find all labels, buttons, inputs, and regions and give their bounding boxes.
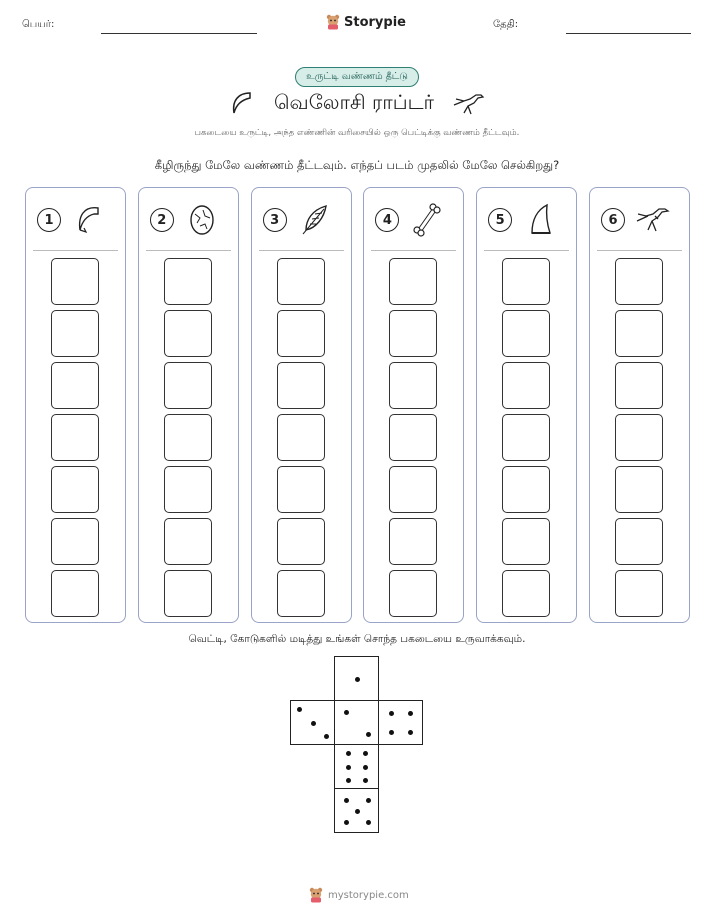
dice-face-4 (378, 700, 423, 745)
color-box[interactable] (51, 362, 99, 409)
dice-face-1 (334, 656, 379, 701)
dice-pip (346, 751, 351, 756)
color-box[interactable] (502, 570, 550, 617)
dice-face-6 (334, 744, 379, 789)
color-box[interactable] (277, 362, 325, 409)
color-box[interactable] (502, 466, 550, 513)
color-box[interactable] (389, 310, 437, 357)
dice-pip (324, 734, 329, 739)
footer-url[interactable]: mystorypie.com (328, 889, 409, 901)
dice-pip (355, 677, 360, 682)
claw-icon (228, 89, 256, 117)
color-box[interactable] (615, 362, 663, 409)
color-box[interactable] (164, 466, 212, 513)
color-box[interactable] (389, 258, 437, 305)
dice-pip (389, 711, 394, 716)
color-box[interactable] (51, 466, 99, 513)
brand-name: Storypie (344, 14, 406, 30)
color-box[interactable] (502, 310, 550, 357)
dice-pip (366, 820, 371, 825)
color-box[interactable] (615, 518, 663, 565)
velociraptor-icon (452, 89, 486, 117)
color-box[interactable] (502, 518, 550, 565)
claw-icon (72, 202, 106, 238)
date-line[interactable] (566, 33, 691, 34)
color-box[interactable] (277, 570, 325, 617)
bear-logo-icon (326, 14, 340, 30)
dice-pip (408, 711, 413, 716)
dice-column-3 (251, 187, 352, 623)
color-box[interactable] (164, 310, 212, 357)
dice-face-2 (334, 700, 379, 745)
color-box[interactable] (277, 414, 325, 461)
dice-pip (311, 721, 316, 726)
color-box[interactable] (615, 414, 663, 461)
dice-column-6 (589, 187, 690, 623)
color-box[interactable] (502, 414, 550, 461)
velociraptor-icon (636, 202, 670, 238)
dice-pip (346, 778, 351, 783)
color-box[interactable] (51, 310, 99, 357)
color-box[interactable] (277, 518, 325, 565)
bone-icon (410, 202, 444, 238)
color-box[interactable] (277, 466, 325, 513)
page-title: வெலோசி ராப்டர் (273, 89, 434, 114)
feather-icon (298, 202, 332, 238)
color-box[interactable] (51, 258, 99, 305)
tooth-icon (523, 202, 557, 238)
dice-pip (389, 730, 394, 735)
dice-pip (363, 765, 368, 770)
activity-subtitle: பகடையை உருட்டி, அந்த எண்ணின் வரிசையில் ஒரு பெட்டிக்கு வண்ணம் தீட்டவும். (194, 128, 520, 138)
column-number: 3 (263, 208, 287, 232)
dice-pip (363, 751, 368, 756)
dice-pip (346, 765, 351, 770)
color-box[interactable] (51, 570, 99, 617)
color-box[interactable] (164, 258, 212, 305)
dice-pip (344, 798, 349, 803)
color-box[interactable] (51, 414, 99, 461)
dice-face-5 (334, 788, 379, 833)
column-divider (371, 250, 456, 251)
cutout-instruction: வெட்டி, கோடுகளில் மடித்து உங்கள் சொந்த பகடையை உருவாக்கவும். (188, 633, 526, 645)
egg-icon (185, 202, 219, 238)
column-divider (259, 250, 344, 251)
column-divider (33, 250, 118, 251)
dice-column-4 (363, 187, 464, 623)
color-box[interactable] (164, 414, 212, 461)
dice-column-2 (138, 187, 239, 623)
column-number: 1 (37, 208, 61, 232)
dice-face-3 (290, 700, 335, 745)
dice-column-5 (476, 187, 577, 623)
column-number: 5 (488, 208, 512, 232)
column-number: 2 (150, 208, 174, 232)
color-box[interactable] (389, 414, 437, 461)
dice-pip (355, 809, 360, 814)
brand-logo (326, 14, 406, 30)
dice-column-1 (25, 187, 126, 623)
date-label: தேதி: (493, 19, 519, 30)
activity-instruction: கீழிருந்து மேலே வண்ணம் தீட்டவும். எந்தப் படம் முதலில் மேலே செல்கிறது? (154, 158, 560, 172)
color-box[interactable] (615, 310, 663, 357)
dice-pip (344, 820, 349, 825)
activity-badge: உருட்டி வண்ணம் தீட்டு (295, 67, 419, 87)
color-box[interactable] (51, 518, 99, 565)
dice-pip (366, 798, 371, 803)
color-box[interactable] (164, 362, 212, 409)
bear-logo-icon (309, 887, 323, 903)
name-line[interactable] (101, 33, 257, 34)
color-box[interactable] (502, 258, 550, 305)
column-divider (597, 250, 682, 251)
column-divider (146, 250, 231, 251)
color-box[interactable] (389, 362, 437, 409)
color-box[interactable] (502, 362, 550, 409)
dice-pip (408, 730, 413, 735)
color-box[interactable] (389, 466, 437, 513)
column-number: 4 (375, 208, 399, 232)
footer (309, 887, 409, 903)
dice-pip (363, 778, 368, 783)
color-box[interactable] (389, 570, 437, 617)
dice-pip (297, 707, 302, 712)
name-label: பெயர்: (22, 19, 55, 30)
color-box[interactable] (615, 466, 663, 513)
column-number: 6 (601, 208, 625, 232)
color-box[interactable] (164, 518, 212, 565)
color-box[interactable] (389, 518, 437, 565)
dice-pip (366, 732, 371, 737)
column-divider (484, 250, 569, 251)
color-box[interactable] (277, 310, 325, 357)
color-box[interactable] (615, 570, 663, 617)
title-row (0, 89, 714, 117)
color-box[interactable] (615, 258, 663, 305)
dice-pip (344, 710, 349, 715)
color-box[interactable] (277, 258, 325, 305)
color-box[interactable] (164, 570, 212, 617)
